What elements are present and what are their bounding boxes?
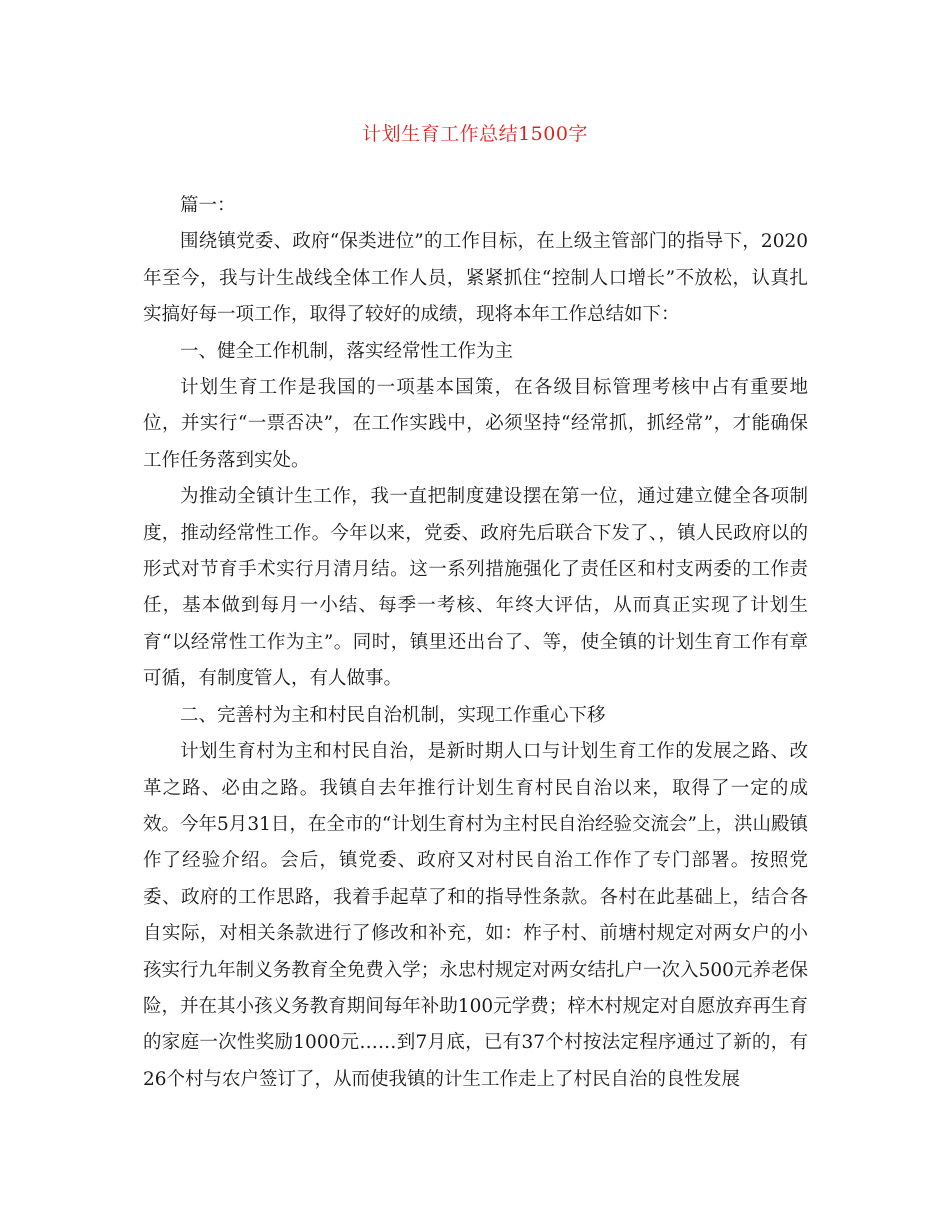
document-body — [143, 188, 808, 1098]
body-paragraph: 计划生育村为主和村民自治，是新时期人口与计划生育工作的发展之路、改革之路、必由之路。我镇自去年推行计划生育村民自治以来，取得了一定的成效。今年5月31日，在全市的“计划生育村为主村民自治经验交流会”上，洪山殿镇作了经验介绍。会后，镇党委、政府又对村民自治工作作了专门部署。按照党委、政府的工作思路，我着手起草了和的指导性条款。各村在此基础上，结合各自实际，对相关条款进行了修改和补充，如：柞子村、前塘村规定对两女户的小孩实行九年制义务教育全免费入学；永忠村规定对两女结扎户一次入500元养老保险，并在其小孩义务教育期间每年补助100元学费；梓木村规定对自愿放弃再生育的家庭一次性奖励1000元……到7月底，已有37个村按法定程序通过了新的，有26个村与农户签订了，从而使我镇的计生工作走上了村民自治的良性发展 — [143, 741, 808, 1090]
body-paragraph: 计划生育工作是我国的一项基本国策，在各级目标管理考核中占有重要地位，并实行“一票否决”，在工作实践中，必须坚持“经常抓，抓经常”，才能确保工作任务落到实处。 — [143, 377, 808, 471]
body-paragraph: 围绕镇党委、政府“保类进位”的工作目标，在上级主管部门的指导下，2020年至今，我与计生战线全体工作人员，紧紧抓住“控制人口增长”不放松，认真扎实搞好每一项工作，取得了较好的成绩，现将本年工作总结如下： — [143, 231, 808, 326]
section-heading: 二、完善村为主和村民自治机制，实现工作重心下移 — [180, 704, 606, 726]
body-paragraph: 为推动全镇计生工作，我一直把制度建设摆在第一位，通过建立健全各项制度，推动经常性工作。今年以来，党委、政府先后联合下发了、，镇人民政府以的形式对节育手术实行月清月结。这一系列措施强化了责任区和村支两委的工作责任，基本做到每月一小结、每季一考核、年终大评估，从而真正实现了计划生育“以经常性工作为主”。同时，镇里还出台了、等，使全镇的计划生育工作有章可循，有制度管人，有人做事。 — [143, 486, 808, 690]
section-heading: 一、健全工作机制，落实经常性工作为主 — [180, 340, 514, 362]
section-label: 篇一： — [180, 195, 236, 216]
document-title: 计划生育工作总结1500字 — [362, 123, 588, 145]
